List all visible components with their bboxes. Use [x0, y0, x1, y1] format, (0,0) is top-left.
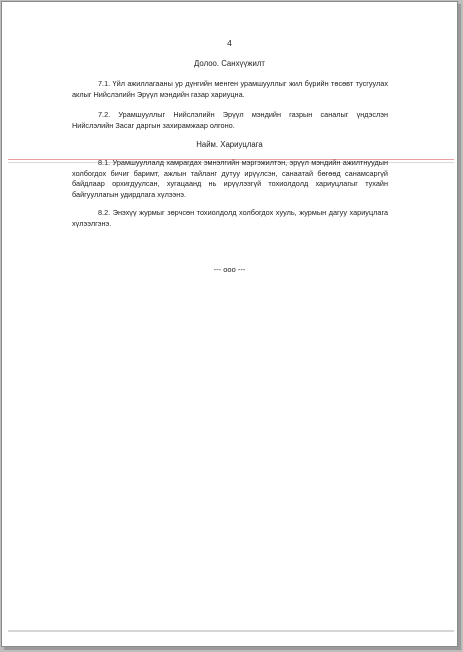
paragraph-8-1: 8.1. Урамшууллалд хамрагдах эмнэлгийн мэргэжилтэн, эрүүл мэндийн ажилтнуудын холбогдох бичиг баримт, ажлын тайланг дутуу ирүүлсэн, санаатай бөгөөд санамсаргүй байдлаар орхигдуулсан, хугацаанд нь ирүүлээгүй тохиолдолд хариуцлагыг тухайн байгууллагын удирдлага хүлээнэ. — [72, 158, 388, 199]
paragraph-7-2: 7.2. Урамшууллыг Нийслэлийн Эрүүл мэндийн газрын саналыг үндэслэн Нийслэлийн Засаг даргын захирамжаар олгоно. — [72, 110, 388, 130]
paragraph-7-1: 7.1. Үйл ажиллагааны ур дүнгийн менген урамшууллыг жил бүрийн төсөвт тусгуулах аклыг Нийслэлийн Эрүүл мэндийн газар хариуцна. — [72, 79, 388, 99]
document-end-marker: --- ооо --- — [213, 265, 246, 274]
page-bottom-divider — [8, 630, 454, 632]
section-heading-financing: Долоо. Санхүүжилт — [194, 59, 265, 68]
document-page — [1, 1, 458, 647]
page-number: 4 — [227, 38, 232, 48]
section-heading-responsibility: Найм. Хариуцлага — [196, 140, 263, 149]
paragraph-8-2: 8.2. Энэхүү журмыг зөрчсөн тохиолдолд холбогдох хууль, журмын дагуу хариуцлага хүлээлгэнэ. — [72, 208, 388, 228]
